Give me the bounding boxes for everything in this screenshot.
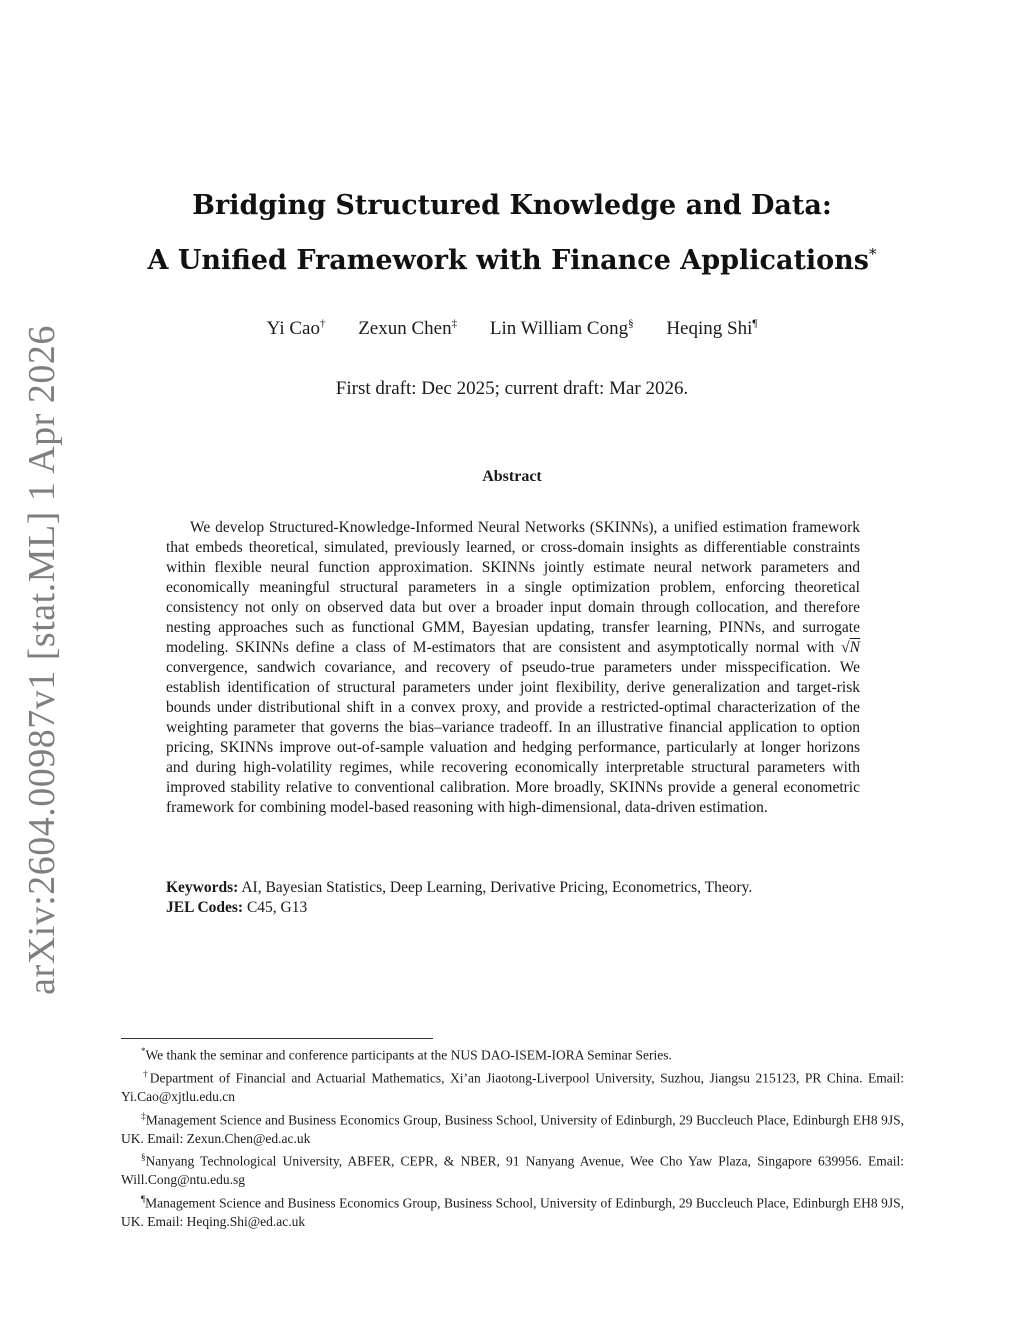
arxiv-identifier-stamp: arXiv:2604.00987v1 [stat.ML] 1 Apr 2026 [21, 325, 63, 995]
author-heqing-shi [666, 318, 757, 339]
footnote-zexun-chen [121, 1107, 904, 1149]
footnote-marker: ¶ [141, 1193, 146, 1204]
title-footnote-marker: * [869, 245, 877, 263]
footnote-marker: ‡ [141, 1110, 146, 1121]
draft-date-line: First draft: Dec 2025; current draft: Mar 2026. [335, 378, 689, 399]
author-zexun-chen [358, 318, 457, 339]
abstract-text-part-2: convergence, sandwich covariance, and recovery of pseudo-true parameters under misspecification. We establish identification of structural parameters under joint flexibility, derive generalization and target-risk bounds under distributional shift in a convex proxy, and provide a restricted-optimal characterization of the weighting parameter that governs the bias–variance tradeoff. In an illustrative financial application to option pricing, SKINNs improve out-of-sample valuation and hedging performance, particularly at longer horizons and during high-volatility regimes, while recovering economically interpretable structural parameters with improved stability relative to conventional calibration. More broadly, SKINNs provide a general econometric framework for combining model-based reasoning with high-dimensional, data-driven estimation. [166, 659, 860, 816]
author-name: Heqing Shi [666, 318, 753, 340]
keywords-line [166, 878, 866, 898]
title-line-1: Bridging Structured Knowledge and Data: [192, 190, 832, 221]
sqrt-symbol: √ [841, 639, 850, 656]
jel-codes-value: C45, G13 [243, 899, 308, 916]
abstract-text-part-1: We develop Structured-Knowledge-Informed Neural Networks (SKINNs), a unified estimation framework that embeds theoretical, simulated, previously learned, or cross-domain insights as differentiable constraints within flexible neural function approximation. SKINNs jointly estimate neural network parameters and economically meaningful structural parameters in a single optimization problem, enforcing theoretical consistency not only on observed data but over a broader input domain through collocation, and therefore nesting approaches such as functional GMM, Bayesian updating, transfer learning, PINNs, and surrogate modeling. SKINNs define a class of M-estimators that are consistent and asymptotically normal with [166, 519, 860, 656]
footnote-text: Management Science and Business Economics Group, Business School, University of Edinburgh, 29 Buccleuch Place, Edinburgh EH8 9JS, UK. Email: Zexun.Chen@ed.ac.uk [121, 1112, 905, 1146]
footnote-text: We thank the seminar and conference participants at the NUS DAO-ISEM-IORA Seminar Series. [145, 1047, 672, 1063]
author-list [0, 318, 1024, 340]
author-name: Lin William Cong [489, 318, 629, 340]
footnote-marker: † [141, 1069, 150, 1079]
abstract-heading: Abstract [482, 468, 542, 485]
title-line-2-text: A Unified Framework with Finance Applications [147, 245, 870, 276]
footnote-acknowledgement [121, 1042, 904, 1065]
footnote-text: Nanyang Technological University, ABFER, CEPR, & NBER, 91 Nanyang Avenue, Wee Cho Yaw Plaza, Singapore 639956. Email: Will.Cong@ntu.edu.sg [121, 1153, 904, 1187]
abstract-text [166, 518, 860, 818]
footnote-divider [121, 1038, 433, 1039]
footnote-marker: § [141, 1152, 146, 1162]
title-line-2 [0, 230, 1024, 285]
author-marker: § [628, 318, 634, 330]
footnote-marker: * [141, 1046, 146, 1056]
keywords-value: AI, Bayesian Statistics, Deep Learning, Derivative Pricing, Econometrics, Theory. [238, 879, 753, 896]
author-marker: ‡ [451, 318, 458, 330]
sqrt-variable: N [849, 639, 860, 656]
paper-title [0, 182, 1024, 285]
keywords-label: Keywords: [166, 879, 239, 896]
footnote-text: Management Science and Business Economics Group, Business School, University of Edinburgh, 29 Buccleuch Place, Edinburgh EH8 9JS, UK. Email: Heqing.Shi@ed.ac.uk [121, 1195, 904, 1229]
author-yi-cao [267, 318, 326, 339]
footnote-lin-william-cong [121, 1148, 904, 1190]
author-name: Zexun Chen [358, 318, 452, 340]
footnote-yi-cao [121, 1065, 904, 1107]
keywords-block [166, 878, 866, 918]
author-marker: ¶ [752, 318, 758, 330]
author-name: Yi Cao [266, 318, 320, 340]
footnote-text: Department of Financial and Actuarial Mathematics, Xi’an Jiaotong-Liverpool University, Suzhou, Jiangsu 215123, PR China. Email: Yi.Cao@xjtlu.edu.cn [121, 1070, 904, 1104]
footnote-heqing-shi [121, 1190, 904, 1232]
jel-codes-line [166, 898, 866, 918]
jel-codes-label: JEL Codes: [166, 899, 244, 916]
author-lin-william-cong [490, 318, 634, 339]
author-marker: † [319, 318, 326, 330]
footnotes-section [121, 1042, 904, 1231]
